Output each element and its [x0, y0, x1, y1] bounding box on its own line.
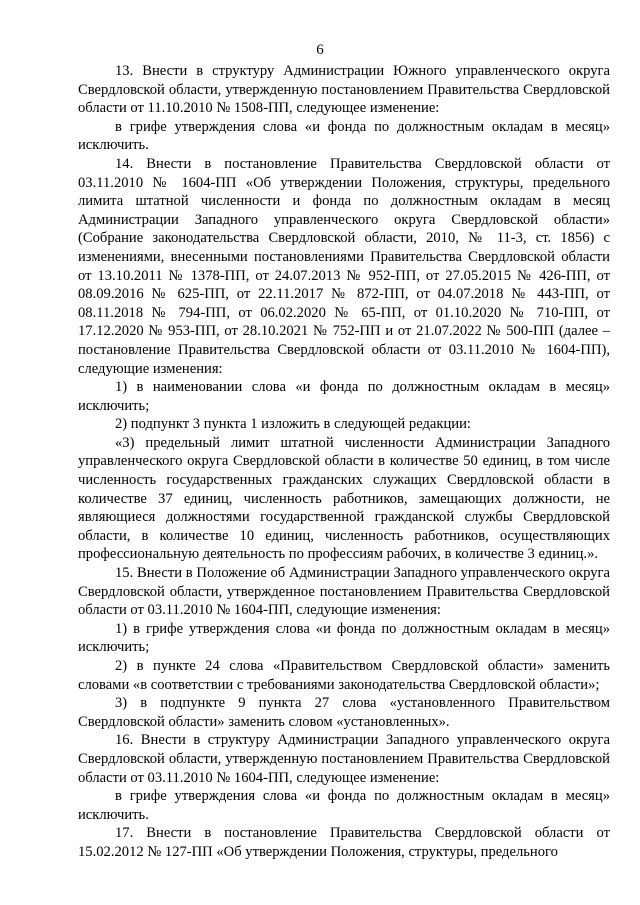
paragraph-14: 14. Внести в постановление Правительства Свердловской области от 03.11.2010 № 1604-ПП «Об утверждении Положения, структуры, предельного лимита штатной численности и фонда по должностным окладам в месяц Администрации Западного управленческого округа Свердловской области» (Собрание законодательства Свердловской области, 2010, № 11-3, ст. 1856) с изменениями, внесенными постановлениями Правительства Свердловской области от 13.10.2011 № 1378-ПП, от 24.07.2013 № 952-ПП, от 27.05.2015 № 426-ПП, от 08.09.2016 № 625-ПП, от 22.11.2017 № 872-ПП, от 04.07.2018 № 443-ПП, от 08.11.2018 № 794-ПП, от 06.02.2020 № 65-ПП, от 01.10.2020 № 710-ПП, от 17.12.2020 № 953-ПП, от 28.10.2021 № 752-ПП и от 21.07.2022 № 500-ПП (далее – постановление Правительства Свердловской области от 03.11.2010 № 1604-ПП), следующие изменения: [78, 155, 610, 377]
paragraph-15-item-2: 2) в пункте 24 слова «Правительством Свердловской области» заменить словами «в соответствии с требованиями законодательства Свердловской области»; [78, 658, 610, 693]
paragraph-14-item-2-text: «3) предельный лимит штатной численности Администрации Западного управленческого округа Свердловской области в количестве 50 единиц, в том числе численность государственных гражданских служащих Свердловской области в количестве 37 единиц, численность работников, замещающих должности, не являющиеся должностями государственной гражданской службы Свердловской области, в количестве 10 единиц, численность работников, осуществляющих профессиональную деятельность по профессиям рабочих, в количестве 3 единиц.». [78, 434, 610, 563]
paragraph-13-change: в грифе утверждения слова «и фонда по должностным окладам в месяц» исключить. [78, 118, 610, 154]
paragraph-16: 16. Внести в структуру Администрации Западного управленческого округа Свердловской области, утвержденную постановлением Правительства Свердловской области от 03.11.2010 № 1604-ПП, следующее изменение: [78, 732, 610, 786]
paragraph-14-item-1: 1) в наименовании слова «и фонда по должностным окладам в месяц» исключить; [78, 379, 610, 414]
paragraph-16-change: в грифе утверждения слова «и фонда по должностным окладам в месяц» исключить. [78, 788, 610, 823]
paragraph-15-item-3: 3) в подпункте 9 пункта 27 слова «установленного Правительством Свердловской области» заменить словом «установленных». [78, 695, 610, 730]
paragraph-14-item-2: 2) подпункт 3 пункта 1 изложить в следующей редакции: [115, 416, 471, 433]
paragraph-17: 17. Внести в постановление Правительства Свердловской области от 15.02.2012 № 127-ПП «Об утверждении Положения, структуры, предельного [78, 825, 610, 860]
document-body [78, 62, 610, 862]
paragraph-15: 15. Внести в Положение об Администрации Западного управленческого округа Свердловской области, утвержденное постановлением Правительства Свердловской области от 03.11.2010 № 1604-ПП, следующие изменения: [78, 565, 610, 619]
page-number: 6 [316, 42, 324, 58]
paragraph-13: 13. Внести в структуру Администрации Южного управленческого округа Свердловской области, утвержденную постановлением Правительства Свердловской области от 11.10.2010 № 1508-ПП, следующее изменение: [78, 63, 610, 117]
paragraph-15-item-1: 1) в грифе утверждения слова «и фонда по должностным окладам в месяц» исключить; [78, 620, 610, 656]
